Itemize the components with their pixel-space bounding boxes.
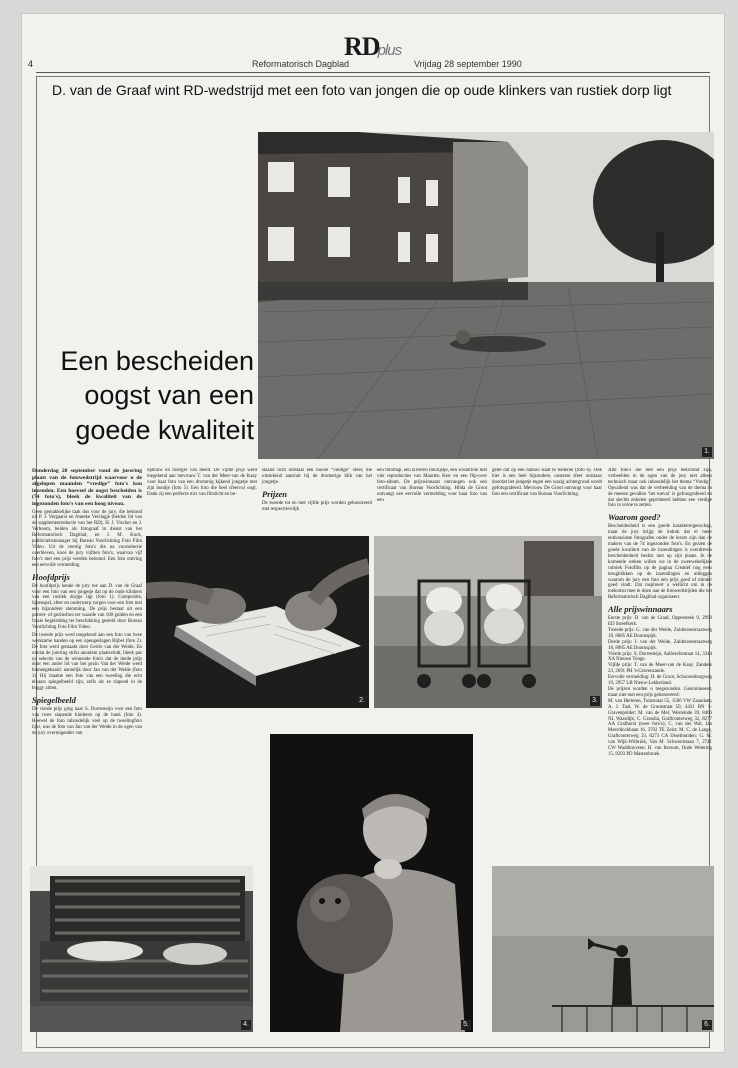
article-column-5: geite dat op een balkon staat te toeteren (foto 6). Ook hier is een heel bijzondere, oosterse sfeer ontstaan doordat het jongetje tegen een wazig achtergrond wordt gefotografeerd. Mevrouw De Groot ontvangt voor haar foto een certificaat van Bureau Voorlichting. [492, 468, 602, 497]
article-column-1: Donderdag 20 september vond de jurering plaats van de fotowedstrijd waarvoor u de afgelopen maanden “vredige” foto's kon inzenden. Een hoeveel de oogst bescheiden is (74 foto's), bleek de kwaliteit van de ingezonden foto's van een hoog niveau. Geen gemakkelijke taak dus voor de jury, die bestond uit P. J. Vergaarst en Anneke Verslagje (beiden lid van de supplementredactie van het RD), H. J. Vischer en J. Verboom, beiden als fotograaf in dienst van het Reformatorisch Dagblad, en J. M. Kock, publiciteitsmanager bij Bureau Voorlichting Foto Film Video. Uit de veertig foto's die na voorselectie overbleven, koos de jury vijftien foto's, waarvan vijf foto's met een prijs werden beloond. Een foto ontving een eervolle vermelding. Hoofdprijs De hoofdprijs kende de jury toe aan D. van de Graaf voor een foto van een jongetje dat op de oude klinkers van een rustiek dorpje ligt (foto 1). Compositie, lijnenspel, sfeer en onderwerp zorgen voor een foto met een bijzondere stemming. De prijs bestaat uit een portret- of gezinsfoto ter waarde van 100 gulden en een fraaie begeleiding ter beschikking gesteld door Bureau Voorlichting Foto Film Video. De tweede prijs werd toegekend aan een foto van twee werkzame handen op een opengeslagen Bijbel (foto 2). De foto werd gemaakt door Gerrie van der Weide. En omdat de jurering strikt anoniem plaatsvindt, bleek pas na selectie van de winnende foto's dat de derde prijs door een ander lid van het gezin Van der Weide werd binnengehaald: namelijk door Jan van der Weide (foto 3). Hij maakte een foto van een tweeling die echt elkaars spiegelbeeld zijn, zelfs als ze slapend in de buggy zitten. Spiegelbeeld De vierde prijs ging naar S. Dorresteijn voor een foto van twee slapende kinderen op de bank (foto 4). Hoewel de foto inhoudelijk veel op de tweelingfoto lijkt, was de foto van Jan van der Weide in de ogen van de jury overtuigender van [32, 468, 142, 736]
photo-4-children-on-couch: 4. [30, 866, 253, 1032]
article-column-4: een fotomap, een zilveren fotolijstje, een wisselfoto met vier reproducties van Maarten Kerr en een flip-over foto-album. De prijswinnaars ontvangen ook een certificaat van Bureau Voorlichting. Hilda de Groot ontvangt een eervolle vermelding voor haar foto van een [377, 468, 487, 503]
headline: D. van de Graaf wint RD-wedstrijd met een foto van jongen die op oude klinkers van rustiek dorp ligt [52, 82, 672, 98]
rd-plus-logo: RDplus [344, 32, 402, 61]
photo-1-village-street: 1. [258, 132, 714, 459]
article-column-3: staand licht ontstaat een mooie “vredige” sfeer, die uitstekend aansluit bij de dromerige blik van het jongetje. Prijzen De tweede tot en met vijfde prijs worden gehonoreerd met respectievelijk [262, 468, 372, 512]
photo-2-hands-on-bible: 2. [146, 536, 369, 708]
photo-5-boy-with-dog: 5. [270, 734, 473, 1032]
display-title: Een bescheiden oogst van een goede kwaliteit [60, 346, 254, 445]
masthead-rule [36, 72, 710, 73]
page-number: 4 [28, 59, 34, 69]
article-column-2: opbouw en rustiger van beeld. De vijfde prijs werd toegekend aan mevrouw T. van der Meer-van de Kaay voor haar foto van een drommig kijkend jongetje met zijn hondje (foto 5). Een foto die heel sfeervol oogt. Dank zij een perfecte mix van flitslicht en be- [147, 468, 257, 497]
photo-3-twins-in-buggy: 3. [374, 536, 602, 708]
paper-name: Reformatorisch Dagblad [252, 59, 350, 69]
issue-date: Vrijdag 28 september 1990 [414, 59, 522, 69]
newspaper-page [22, 14, 724, 1052]
article-column-6: Alle foto's die met een prijs bekroond zijn, verbeelden in de ogen van de jury niet alleen technisch maar ook inhoudelijk het thema “Vredig”. Opvallend was dat de verbeelding van de thema in de meeste gevallen ‘het toeval’ is gefotografeerd en dat slechts enkelen geprobeerd hebben een vredige foto in scène te zetten. Waarom goed? Bescheidenheid is een goede karaktereigenschap, maar de jury krijgt de indruk dat er meer enthousiaste fotografen onder de lezers zijn dan de makers van de 74 ingezonden foto's. En gezien de goede kwaliteit van de inzendingen is overdreven bescheidenheid beslist niet op zijn plaats. In de komende weken willen we in de zweewekelijkse rubriek Fotoflits op de pagina Creatief nog eens terugblikken op de inzendingen en uitleggen waarom de jury een foto een prijs goed of minder goed vindt. Dat inspireert u wellicht om in de toekomst mee te doen aan de fotowedstrijden die het Reformatorisch Dagblad organiseert. Alle prijswinnaars Eerste prijs: D. van de Graaf, Oppersteek 9, 2999 ED Streefkerk. Tweede prijs: G. van der Weide, Zuiderzeestraatweg 18, 8085 AE Doornspijk. Derde prijs: J. van der Weide, Zuiderzeestraatweg 18, 8085 AE Doornspijk. Vierde prijs: S. Dorresteijn, Aalbrechtstraat 14, 3344 XA Nieuwe Tonge. Vijfde prijs: T. van de Meer-van de Kaay, Zandeik 23, 2691 PH 's-Gravenzande. Eervolle vermelding: H. de Groot, Schoorenburgweg 19, 2957 LB Nieuw-Lekkerland. De prijzen worden u toegezonden. Genomineerd, maar niet met een prijs gehonoreerd: M. van Herteren, Tuinstraat 55, 1506 VW Zaandam; A. J. Taal, W. de Grootstraat 50, 4431 BN 's-Gravenpolder; M. van de Mel, Westeinde 39, 8466 NL Waardijk; C. Grandia, Graftconterweg 32, 8277 AA Grafhorst (twee foto's); C. van der Wal, Jan Meerdinckhaan 16, 3702 TE Zeist; M. C. de Lange, Graftconterweg 33, 8273 CA IJsselmuiden; G. M. van Wijk-Wilbrink, Van M. Schwentstaan 7, 2741 CW Waddinxveen; H. van Itersum, Oude Wetering 15, 8293 PD Mastenbroek. [608, 468, 712, 757]
photo-6-trumpet-balcony: 6. [492, 866, 714, 1032]
